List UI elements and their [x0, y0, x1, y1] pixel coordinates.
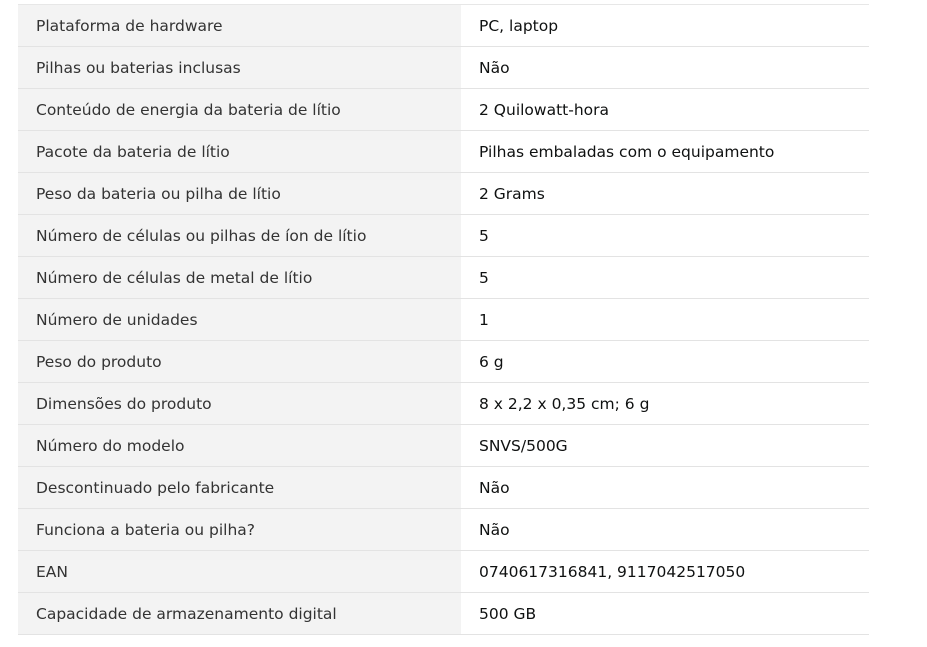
spec-value: 8 x 2,2 x 0,35 cm; 6 g [461, 383, 869, 425]
spec-row [18, 383, 869, 425]
spec-row [18, 425, 869, 467]
spec-value: Não [461, 467, 869, 509]
spec-value: Não [461, 509, 869, 551]
product-specifications-table [18, 4, 869, 635]
spec-row [18, 299, 869, 341]
spec-label: Funciona a bateria ou pilha? [18, 509, 461, 551]
spec-value: Pilhas embaladas com o equipamento [461, 131, 869, 173]
spec-label: Peso do produto [18, 341, 461, 383]
spec-row [18, 89, 869, 131]
spec-label: Dimensões do produto [18, 383, 461, 425]
spec-row [18, 551, 869, 593]
spec-value: 1 [461, 299, 869, 341]
spec-value: 2 Quilowatt-hora [461, 89, 869, 131]
spec-value: 500 GB [461, 593, 869, 635]
spec-value: PC, laptop [461, 5, 869, 47]
spec-row [18, 47, 869, 89]
spec-label: Capacidade de armazenamento digital [18, 593, 461, 635]
spec-row [18, 173, 869, 215]
spec-value: 5 [461, 215, 869, 257]
spec-row [18, 131, 869, 173]
spec-label: Plataforma de hardware [18, 5, 461, 47]
spec-label: EAN [18, 551, 461, 593]
spec-value: 2 Grams [461, 173, 869, 215]
spec-label: Conteúdo de energia da bateria de lítio [18, 89, 461, 131]
spec-value: 6 g [461, 341, 869, 383]
spec-label: Pacote da bateria de lítio [18, 131, 461, 173]
spec-label: Número de células ou pilhas de íon de lítio [18, 215, 461, 257]
spec-value: 0740617316841, 9117042517050 [461, 551, 869, 593]
spec-label: Número do modelo [18, 425, 461, 467]
spec-value: Não [461, 47, 869, 89]
spec-row [18, 509, 869, 551]
spec-row [18, 215, 869, 257]
spec-value: 5 [461, 257, 869, 299]
spec-label: Número de unidades [18, 299, 461, 341]
spec-row [18, 5, 869, 47]
spec-row [18, 467, 869, 509]
spec-row [18, 341, 869, 383]
spec-row [18, 257, 869, 299]
spec-value: SNVS/500G [461, 425, 869, 467]
spec-label: Número de células de metal de lítio [18, 257, 461, 299]
spec-label: Descontinuado pelo fabricante [18, 467, 461, 509]
spec-label: Peso da bateria ou pilha de lítio [18, 173, 461, 215]
spec-label: Pilhas ou baterias inclusas [18, 47, 461, 89]
spec-row [18, 593, 869, 635]
